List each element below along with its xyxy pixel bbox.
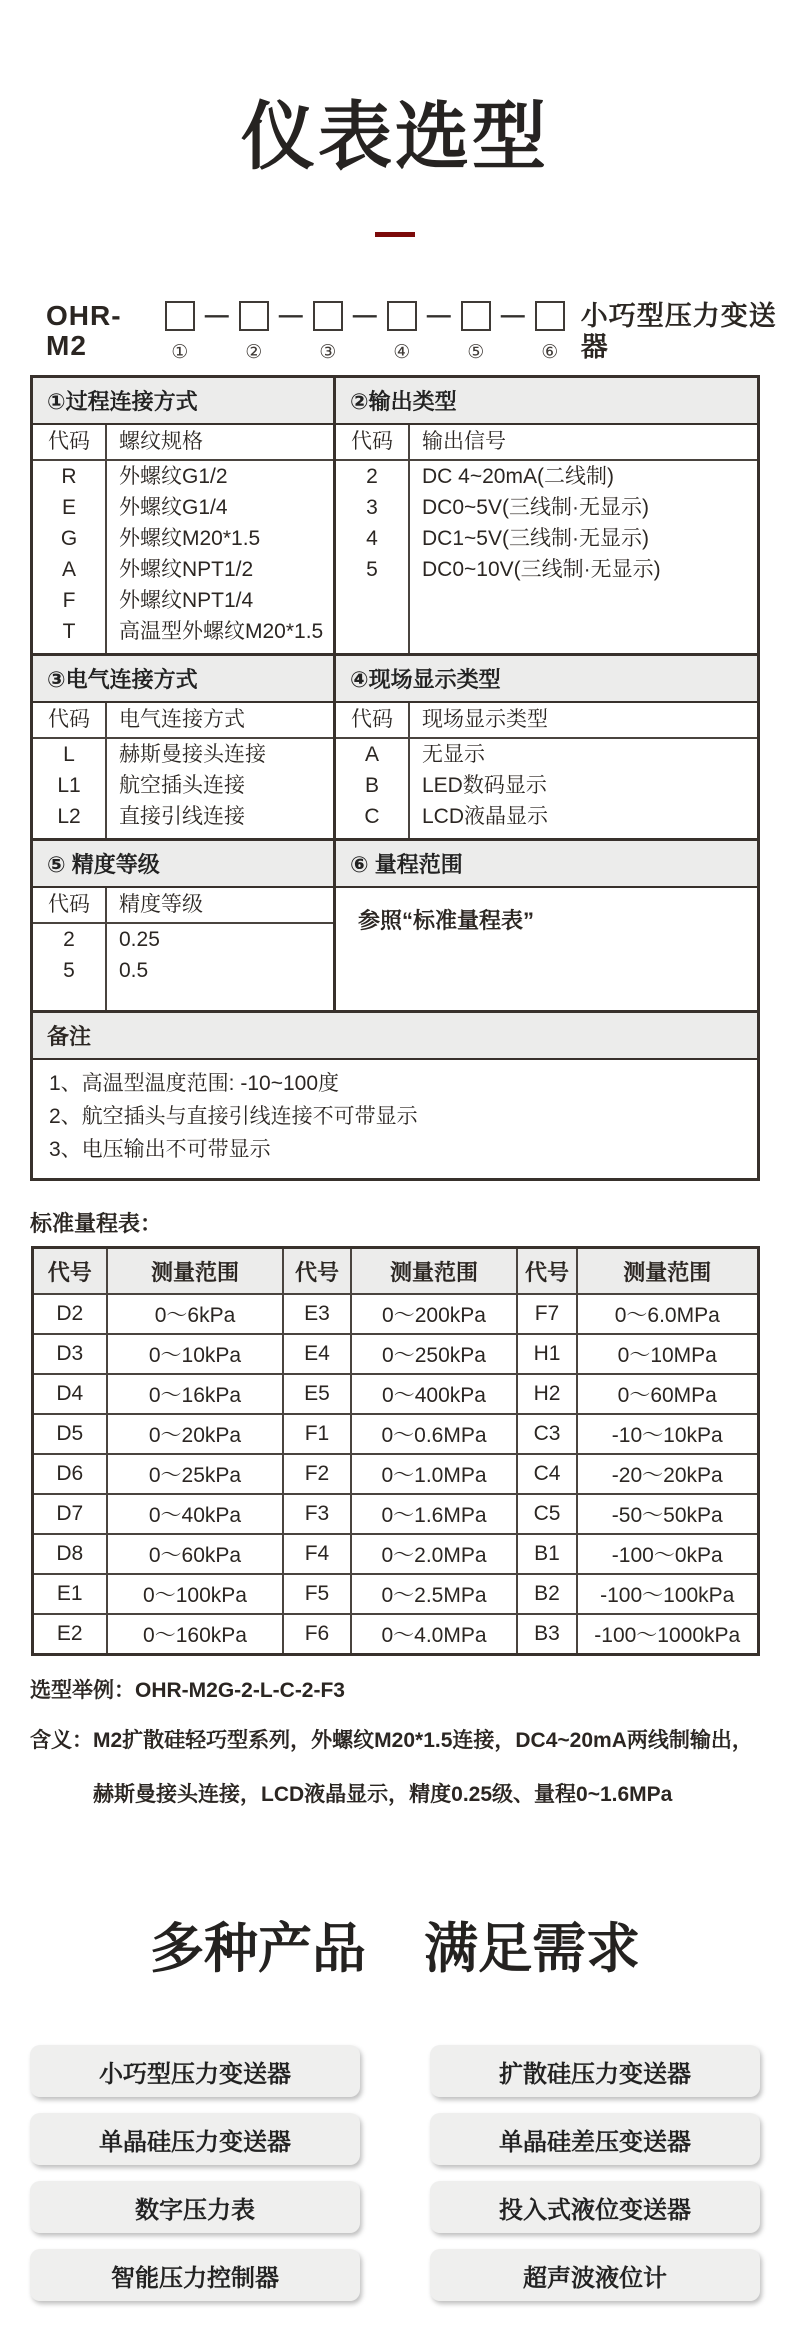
col-header-code: 代码 (336, 703, 410, 737)
model-slot-6 (535, 301, 565, 363)
table-row: A 外螺纹NPT1/2 (33, 554, 333, 585)
table-row: 5 0.5 (33, 955, 333, 986)
section-title-display-type: ④现场显示类型 (333, 656, 757, 701)
section-electrical-connection-and-display (33, 653, 757, 838)
model-box-1 (165, 301, 195, 331)
range-reference-note: 参照“标准量程表” (358, 908, 535, 933)
table-row: D6 0～25kPa F2 0～1.0MPa C4 -20～20kPa (32, 1454, 758, 1494)
model-box-6 (535, 301, 565, 331)
standard-range-table (31, 1246, 760, 1656)
dash-separator: — (204, 302, 229, 329)
model-prefix: OHR-M2 (46, 300, 122, 361)
filler-row (33, 986, 333, 1010)
col-header-accuracy: 精度等级 (119, 893, 203, 916)
section-process-connection-and-output (33, 378, 757, 653)
example-meaning (30, 1714, 760, 1822)
col-header-range: 测量范围 (577, 1248, 758, 1295)
section-title-process-connection: ①过程连接方式 (47, 389, 198, 414)
product-buttons (30, 2045, 760, 2301)
filler-row (33, 647, 333, 653)
electrical-connection-half (33, 703, 333, 838)
table-row: G 外螺纹M20*1.5 (33, 523, 333, 554)
table-row: D2 0～6kPa E3 0～200kPa F7 0～6.0MPa (32, 1294, 758, 1334)
col-header-code: 代码 (33, 888, 107, 922)
product-button-compact-pressure-transmitter[interactable]: 小巧型压力变送器 (30, 2045, 360, 2097)
model-slot-2 (239, 301, 269, 363)
page-title: 仪表选型 (241, 95, 549, 178)
model-suffix: 小巧型压力变送器 (580, 301, 777, 362)
selection-table (30, 375, 760, 1181)
model-code-line (46, 301, 790, 363)
section-title-measuring-range: ⑥ 量程范围 (333, 841, 757, 886)
product-button-smart-pressure-controller[interactable]: 智能压力控制器 (30, 2249, 360, 2301)
position-number-5: ⑤ (467, 342, 485, 363)
page (0, 78, 790, 2334)
col-header-electrical-connection: 电气连接方式 (119, 708, 245, 731)
section-body (33, 425, 757, 653)
table-row: D8 0～60kPa F4 0～2.0MPa B1 -100～0kPa (32, 1534, 758, 1574)
product-button-submersible-level-transmitter[interactable]: 投入式液位变送器 (430, 2181, 760, 2233)
product-button-ultrasonic-level-meter[interactable]: 超声波液位计 (430, 2249, 760, 2301)
section-body (33, 888, 757, 1010)
model-slot-4 (387, 301, 417, 363)
remark-note-2: 2、航空插头与直接引线连接不可带显示 (49, 1105, 418, 1128)
filler-row (336, 585, 757, 653)
table-row: 2 DC 4~20mA(二线制) (336, 461, 757, 492)
col-header-code: 代码 (33, 703, 107, 737)
position-number-2: ② (245, 342, 263, 363)
table-row: T 高温型外螺纹M20*1.5 (33, 616, 333, 647)
col-header-code: 代号 (32, 1248, 107, 1295)
remark-note-1: 1、高温型温度范围: -10~100度 (49, 1072, 340, 1095)
display-type-half (333, 703, 757, 838)
table-row: C LCD液晶显示 (336, 801, 757, 832)
position-number-1: ① (171, 342, 189, 363)
range-table-label: 标准量程表： (30, 1211, 163, 1236)
table-row: D3 0～10kPa E4 0～250kPa H1 0～10MPa (32, 1334, 758, 1374)
table-row: R 外螺纹G1/2 (33, 461, 333, 492)
model-slot-5 (461, 301, 491, 363)
product-button-diffused-silicon-pressure-transmitter[interactable]: 扩散硅压力变送器 (430, 2045, 760, 2097)
col-header-code: 代号 (517, 1248, 577, 1295)
section-title-electrical-connection: ③电气连接方式 (47, 667, 198, 692)
selection-example-line (30, 1674, 760, 1704)
product-button-digital-pressure-gauge[interactable]: 数字压力表 (30, 2181, 360, 2233)
table-row: E2 0～160kPa F6 0～4.0MPa B3 -100～1000kPa (32, 1614, 758, 1655)
section-title-output-type: ②输出类型 (333, 378, 757, 423)
table-row: F 外螺纹NPT1/4 (33, 585, 333, 616)
model-box-4 (387, 301, 417, 331)
output-type-half (333, 425, 757, 653)
table-row: 3 DC0~5V(三线制·无显示) (336, 492, 757, 523)
model-slot-3 (313, 301, 343, 363)
meaning-label: 含义： (30, 1729, 93, 1752)
table-row: E1 0～100kPa F5 0～2.5MPa B2 -100～100kPa (32, 1574, 758, 1614)
products-heading-right: 满足需求 (424, 1919, 640, 1979)
products-heading (0, 1906, 790, 1983)
section-header-row (33, 841, 757, 888)
position-number-4: ④ (393, 342, 411, 363)
col-header-code: 代码 (336, 425, 410, 459)
section-accuracy-and-range (33, 838, 757, 1010)
model-box-2 (239, 301, 269, 331)
table-row: L1 航空插头连接 (33, 770, 333, 801)
col-header-thread-spec: 螺纹规格 (119, 430, 203, 453)
product-button-monocrystalline-silicon-pressure-transmitter[interactable]: 单晶硅压力变送器 (30, 2113, 360, 2165)
position-number-6: ⑥ (541, 342, 559, 363)
table-row: D4 0～16kPa E5 0～400kPa H2 0～60MPa (32, 1374, 758, 1414)
filler-row (33, 832, 333, 838)
col-header-range: 测量范围 (351, 1248, 517, 1295)
product-button-monocrystalline-silicon-dp-transmitter[interactable]: 单晶硅差压变送器 (430, 2113, 760, 2165)
section-header-row (33, 378, 757, 425)
remark-notes (33, 1060, 757, 1178)
dash-separator: — (426, 302, 451, 329)
meaning-line-2: 赫斯曼接头连接，LCD液晶显示，精度0.25级、量程0~1.6MPa (93, 1783, 673, 1806)
dash-separator: — (278, 302, 303, 329)
accuracy-class-half (33, 888, 333, 1010)
title-underline-accent (375, 232, 415, 237)
table-row: D7 0～40kPa F3 0～1.6MPa C5 -50～50kPa (32, 1494, 758, 1534)
col-header-output-signal: 输出信号 (422, 430, 506, 453)
table-row: L2 直接引线连接 (33, 801, 333, 832)
meaning-line-1: M2扩散硅轻巧型系列，外螺纹M20*1.5连接，DC4~20mA两线制输出， (93, 1729, 753, 1752)
dash-separator: — (352, 302, 377, 329)
example-model: OHR-M2G-2-L-C-2-F3 (135, 1679, 345, 1702)
table-row: L 赫斯曼接头连接 (33, 739, 333, 770)
example-label: 选型举例： (30, 1679, 135, 1702)
remark-title: 备注 (33, 1013, 757, 1060)
model-box-3 (313, 301, 343, 331)
table-row: B LED数码显示 (336, 770, 757, 801)
model-box-5 (461, 301, 491, 331)
col-header-range: 测量范围 (107, 1248, 283, 1295)
table-row: 4 DC1~5V(三线制·无显示) (336, 523, 757, 554)
measuring-range-half (333, 888, 757, 1010)
col-header-code: 代号 (283, 1248, 351, 1295)
col-header-code: 代码 (33, 425, 107, 459)
filler-row (336, 832, 757, 838)
section-title-accuracy-class: ⑤ 精度等级 (47, 852, 160, 877)
process-connection-half (33, 425, 333, 653)
table-row: D5 0～20kPa F1 0～0.6MPa C3 -10～10kPa (32, 1414, 758, 1454)
products-heading-left: 多种产品 (150, 1919, 366, 1979)
section-body (33, 703, 757, 838)
position-number-3: ③ (319, 342, 337, 363)
table-row: 2 0.25 (33, 924, 333, 955)
table-row: 5 DC0~10V(三线制·无显示) (336, 554, 757, 585)
range-header-row (32, 1248, 758, 1295)
dash-separator: — (500, 302, 525, 329)
table-row: A 无显示 (336, 739, 757, 770)
remark-section (33, 1010, 757, 1178)
remark-note-3: 3、电压输出不可带显示 (49, 1138, 271, 1161)
section-header-row (33, 656, 757, 703)
model-slot-1 (165, 301, 195, 363)
table-row: E 外螺纹G1/4 (33, 492, 333, 523)
col-header-display-type: 现场显示类型 (422, 708, 548, 731)
